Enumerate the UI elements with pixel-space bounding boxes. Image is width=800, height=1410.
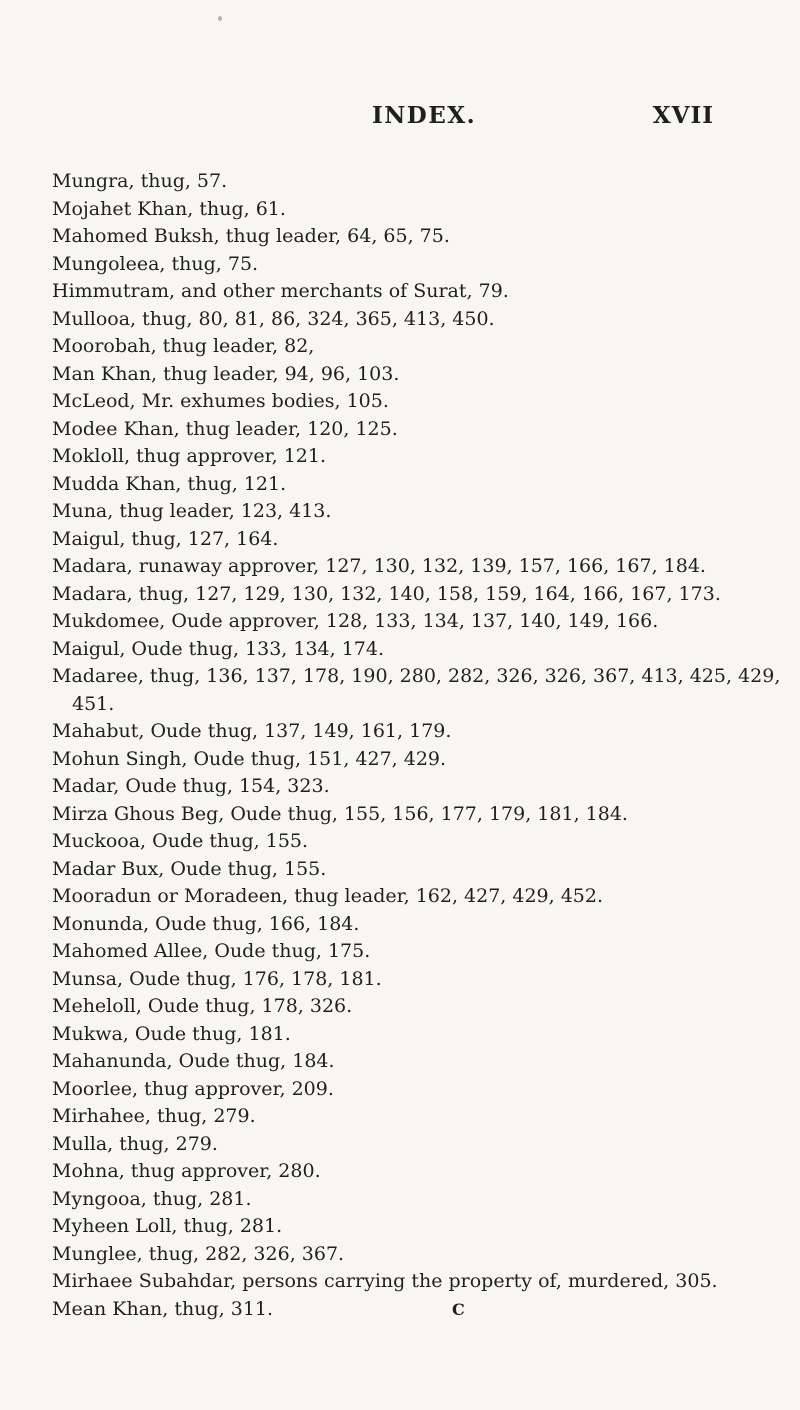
index-entry-text: Munglee, thug, 282, 326, 367. (52, 1242, 345, 1265)
index-entry (52, 801, 782, 829)
index-entry-text: Himmutram, and other merchants of Surat, 79. (52, 280, 509, 302)
index-entry (52, 1103, 782, 1131)
index-entry-text: Muna, thug leader, 123, 413. (52, 500, 332, 522)
index-entry-text: Mahomed Allee, Oude thug, 175. (52, 940, 371, 962)
index-entry (52, 636, 782, 664)
index-entry-text: Mirhaee Subahdar, persons carrying the property of, murdered, 305. (52, 1270, 718, 1292)
index-entry-text: Munsa, Oude thug, 176, 178, 181. (52, 967, 382, 990)
index-entry-text: Madar, Oude thug, 154, 323. (52, 775, 330, 797)
index-entry-continuation (52, 691, 782, 719)
index-entry-text: Moorobah, thug leader, 82, (52, 335, 315, 357)
ink-speck (218, 16, 222, 21)
index-entry-text: Modee Khan, thug leader, 120, 125. (52, 417, 398, 440)
index-entry (52, 306, 782, 334)
index-entry (52, 856, 782, 884)
index-entry-text: Mukdomee, Oude approver, 128, 133, 134, 137, 140, 149, 166. (52, 610, 659, 632)
index-entry-text: Mohun Singh, Oude thug, 151, 427, 429. (52, 747, 447, 770)
index-entry-text: Mungoleea, thug, 75. (52, 252, 259, 275)
index-entry (52, 1021, 782, 1049)
index-entry-text: Madara, runaway approver, 127, 130, 132, 139, 157, 166, 167, 184. (52, 555, 706, 577)
index-entry (52, 581, 782, 609)
index-entry-text: Madaree, thug, 136, 137, 178, 190, 280, 282, 326, 326, 367, 413, 425, 429, (52, 665, 781, 687)
index-entry-text: Mirhahee, thug, 279. (52, 1105, 256, 1127)
index-entry (52, 498, 782, 526)
index-entry-text: Myheen Loll, thug, 281. (52, 1215, 283, 1237)
index-entry-text: Mojahet Khan, thug, 61. (52, 197, 286, 220)
index-entry-text: 451. (72, 692, 115, 715)
index-entry-text: Mirza Ghous Beg, Oude thug, 155, 156, 177, 179, 181, 184. (52, 802, 628, 825)
page-number: XVII (652, 102, 714, 129)
index-entry (52, 1213, 782, 1241)
index-entry (52, 471, 782, 499)
index-entry (52, 966, 782, 994)
index-entry (52, 1048, 782, 1076)
page-header (0, 102, 800, 132)
index-entry (52, 1268, 782, 1296)
index-entry (52, 663, 782, 691)
index-entry (52, 993, 782, 1021)
index-entry (52, 1296, 782, 1324)
index-entry-text: Mahabut, Oude thug, 137, 149, 161, 179. (52, 720, 452, 742)
index-entry (52, 608, 782, 636)
index-entry-text: Mungra, thug, 57. (52, 170, 228, 192)
index-entry (52, 553, 782, 581)
index-entry (52, 1158, 782, 1186)
index-entry (52, 196, 782, 224)
index-entry (52, 223, 782, 251)
index-entry (52, 883, 782, 911)
index-entry-text: Mean Khan, thug, 311. (52, 1297, 274, 1320)
index-entry (52, 1076, 782, 1104)
index-entry-text: Maigul, Oude thug, 133, 134, 174. (52, 637, 385, 660)
index-entry-text: Maigul, thug, 127, 164. (52, 527, 279, 550)
index-entry-text: Meheloll, Oude thug, 178, 326. (52, 995, 353, 1017)
index-entry-text: Mudda Khan, thug, 121. (52, 472, 287, 495)
index-entry (52, 251, 782, 279)
index-entry-text: Madar Bux, Oude thug, 155. (52, 857, 327, 880)
index-entry (52, 938, 782, 966)
index-entry (52, 168, 782, 196)
index-entry (52, 388, 782, 416)
index-entry (52, 1131, 782, 1159)
index-entry-text: Myngooa, thug, 281. (52, 1187, 252, 1210)
index-entry (52, 1186, 782, 1214)
page-title: INDEX. (372, 102, 477, 129)
index-entry-text: Mulla, thug, 279. (52, 1132, 218, 1155)
index-entry (52, 278, 782, 306)
index-entry-list (52, 168, 782, 1323)
index-entry-text: Mooradun or Moradeen, thug leader, 162, 427, 429, 452. (52, 885, 604, 907)
index-entry-text: Muckooa, Oude thug, 155. (52, 830, 309, 852)
index-entry (52, 333, 782, 361)
index-entry-text: Man Khan, thug leader, 94, 96, 103. (52, 362, 400, 385)
index-entry (52, 828, 782, 856)
index-entry-text: Monunda, Oude thug, 166, 184. (52, 912, 360, 935)
index-entry (52, 911, 782, 939)
index-entry-text: McLeod, Mr. exhumes bodies, 105. (52, 390, 389, 412)
index-entry (52, 773, 782, 801)
index-entry (52, 526, 782, 554)
index-entry-text: Moorlee, thug approver, 209. (52, 1077, 334, 1100)
index-entry-text: Mokloll, thug approver, 121. (52, 445, 326, 467)
index-entry-text: Mahanunda, Oude thug, 184. (52, 1050, 335, 1072)
index-entry-text: Mukwa, Oude thug, 181. (52, 1022, 291, 1045)
index-entry (52, 416, 782, 444)
index-entry (52, 746, 782, 774)
index-entry-text: Mahomed Buksh, thug leader, 64, 65, 75. (52, 225, 450, 247)
index-entry-text: Mullooa, thug, 80, 81, 86, 324, 365, 413, 450. (52, 307, 495, 330)
index-entry (52, 718, 782, 746)
index-entry-text: Madara, thug, 127, 129, 130, 132, 140, 158, 159, 164, 166, 167, 173. (52, 582, 721, 605)
index-entry-text: Mohna, thug approver, 280. (52, 1160, 321, 1182)
index-entry (52, 361, 782, 389)
index-entry (52, 443, 782, 471)
signature-mark: C (452, 1300, 465, 1319)
index-entry (52, 1241, 782, 1269)
